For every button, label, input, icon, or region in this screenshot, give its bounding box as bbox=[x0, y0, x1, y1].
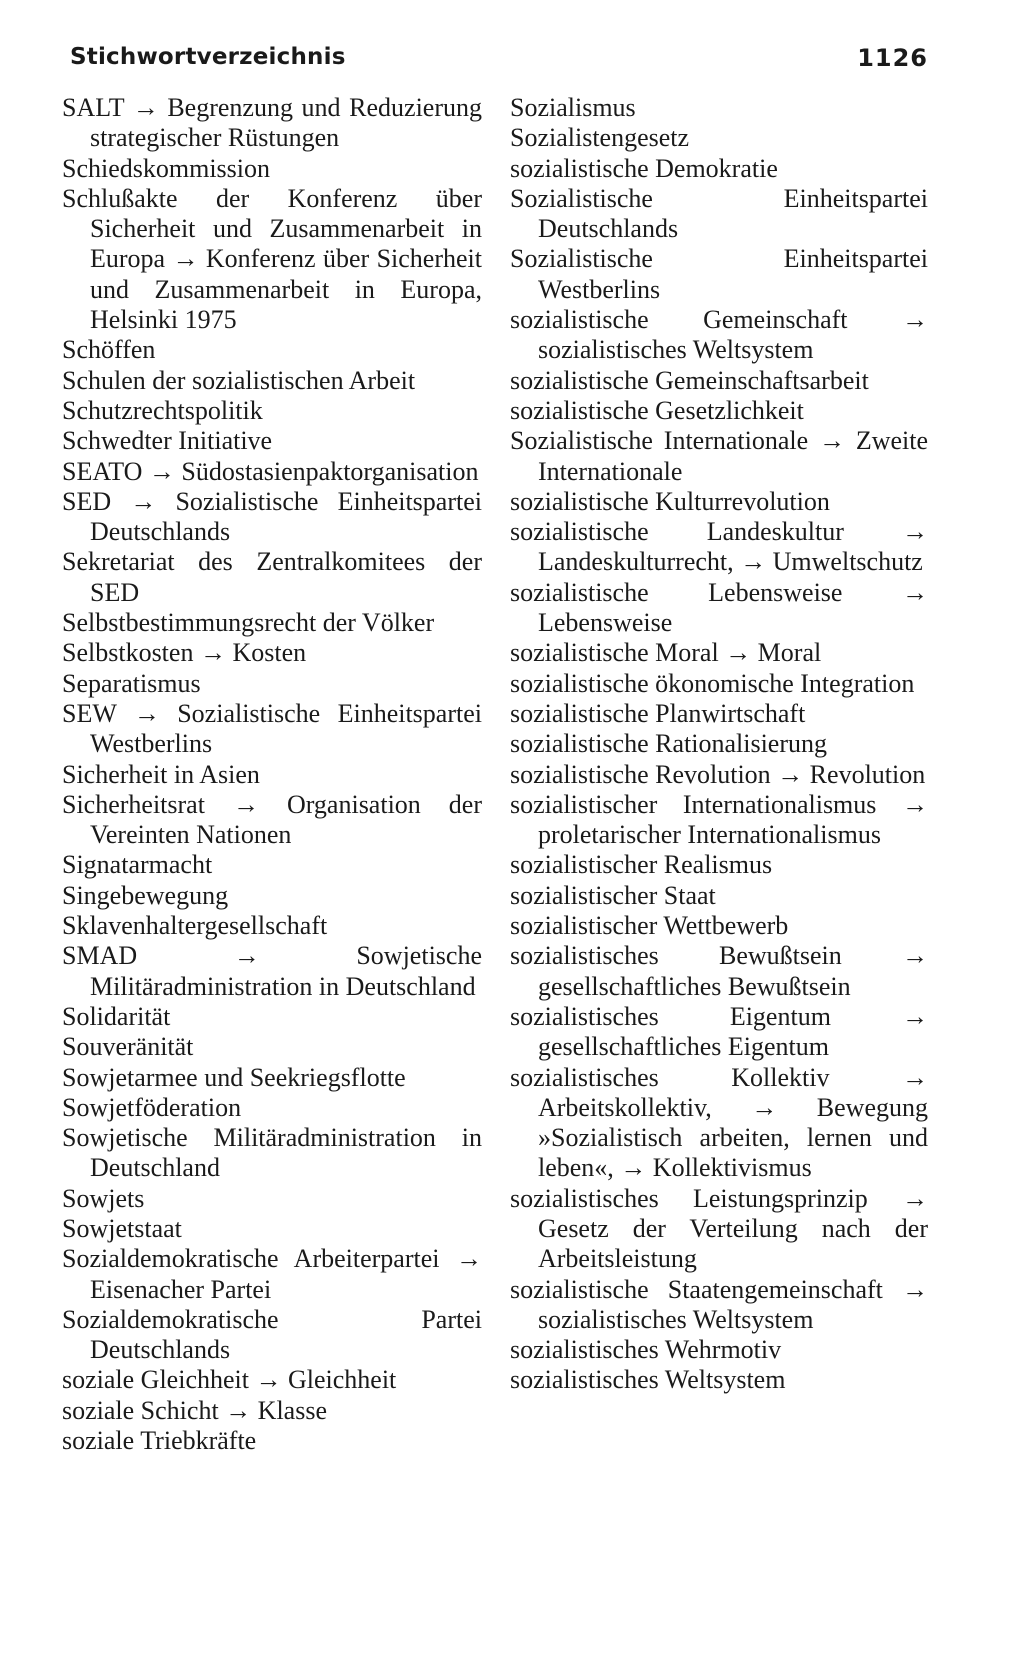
index-entry: Schiedskommission bbox=[62, 153, 271, 183]
index-entry: sozialistische Lebensweise → Lebensweise bbox=[510, 577, 928, 638]
index-entry: sozialistische Gemeinschaft → sozialistisches Weltsystem bbox=[510, 305, 928, 365]
index-entry: SEW → Sozialistische Einheitspartei Westberlins bbox=[62, 698, 482, 759]
left-index-column bbox=[62, 93, 482, 1456]
index-entry: Sozialistische Internationale → Zweite Internationale bbox=[510, 426, 928, 486]
index-entry: Sozialistische Einheitspartei Westberlins bbox=[510, 244, 928, 304]
index-entry: Signatarmacht bbox=[62, 850, 213, 880]
index-entry: SED → Sozialistische Einheitspartei Deutschlands bbox=[62, 486, 482, 547]
index-entry: sozialistisches Eigentum → gesellschaftliches Eigentum bbox=[510, 1001, 928, 1062]
index-entry: Schulen der sozialistischen Arbeit bbox=[62, 365, 416, 395]
page-title: Stichwortverzeichnis bbox=[70, 44, 346, 70]
index-entry: sozialistische Gemeinschaftsarbeit bbox=[510, 365, 869, 395]
index-entry: sozialistische Revolution → Revolution bbox=[510, 759, 926, 789]
index-entry: sozialistische Moral → Moral bbox=[510, 638, 822, 668]
index-entry: Sozialdemokratische Arbeiterpartei → Eisenacher Partei bbox=[62, 1244, 482, 1304]
index-entry: Sowjetstaat bbox=[62, 1213, 182, 1243]
index-entry: soziale Triebkräfte bbox=[62, 1426, 257, 1456]
index-entry: Sklavenhaltergesellschaft bbox=[62, 911, 328, 941]
index-entry: SEATO → Südostasienpaktorganisation bbox=[62, 456, 479, 486]
index-entry: Schöffen bbox=[62, 335, 156, 365]
index-entry: sozialistische Demokratie bbox=[510, 153, 778, 183]
index-entry: sozialistische Landeskultur → Landeskulturrecht, → Umweltschutz bbox=[510, 517, 928, 577]
page-header bbox=[70, 44, 928, 80]
index-entry: sozialistisches Kollektiv → Arbeitskollektiv, → Bewegung »Sozialistisch arbeiten, lernen und leben«, → Kollektivismus bbox=[510, 1062, 928, 1183]
index-entry: Sowjets bbox=[62, 1183, 145, 1213]
index-entry: soziale Schicht → Klasse bbox=[62, 1395, 327, 1425]
index-entry: sozialistischer Internationalismus → proletarischer Internationalismus bbox=[510, 789, 928, 850]
index-entry: Schwedter Initiative bbox=[62, 426, 273, 456]
index-entry: sozialistische Rationalisierung bbox=[510, 729, 827, 759]
index-entry: sozialistisches Bewußtsein → gesellschaftliches Bewußtsein bbox=[510, 941, 928, 1001]
index-entry: Sicherheit in Asien bbox=[62, 759, 260, 789]
index-entry: SMAD → Sowjetische Militäradministration in Deutschland bbox=[62, 941, 482, 1001]
index-entry: Sozialistische Einheitspartei Deutschlands bbox=[510, 183, 928, 244]
index-entry: sozialistisches Wehrmotiv bbox=[510, 1335, 782, 1365]
index-entry: sozialistische Kulturrevolution bbox=[510, 486, 830, 516]
index-entry: Sozialistengesetz bbox=[510, 123, 690, 153]
index-entry: sozialistische Planwirtschaft bbox=[510, 698, 806, 728]
index-entry: Selbstkosten → Kosten bbox=[62, 638, 307, 668]
index-entry: sozialistische Staatengemeinschaft → sozialistisches Weltsystem bbox=[510, 1274, 928, 1334]
index-entry: Schlußakte der Konferenz über Sicherheit und Zusammenarbeit in Europa → Konferenz über Sicherheit und Zusammenarbeit in Europa, Helsinki 1975 bbox=[62, 183, 482, 335]
index-entry: soziale Gleichheit → Gleichheit bbox=[62, 1365, 397, 1395]
index-entry: Sowjetföderation bbox=[62, 1092, 242, 1122]
index-entry: Sicherheitsrat → Organisation der Vereinten Nationen bbox=[62, 789, 482, 850]
index-entry: SALT → Begrenzung und Reduzierung strategischer Rüstungen bbox=[62, 93, 482, 153]
index-entry: Sowjetische Militäradministration in Deutschland bbox=[62, 1123, 482, 1183]
page-number: 1126 bbox=[857, 44, 928, 72]
index-entry: Separatismus bbox=[62, 668, 201, 698]
index-entry: Sowjetarmee und Seekriegsflotte bbox=[62, 1062, 406, 1092]
index-entry: sozialistische Gesetzlichkeit bbox=[510, 395, 804, 425]
index-entry: Souveränität bbox=[62, 1032, 194, 1062]
index-entry: sozialistische ökonomische Integration bbox=[510, 668, 915, 698]
index-entry: sozialistischer Wettbewerb bbox=[510, 911, 789, 941]
index-entry: sozialistischer Staat bbox=[510, 880, 716, 910]
index-entry: Sozialismus bbox=[510, 93, 636, 122]
index-entry: Solidarität bbox=[62, 1001, 171, 1031]
index-entry: Singebewegung bbox=[62, 880, 229, 910]
index-entry: sozialistischer Realismus bbox=[510, 850, 773, 880]
right-index-column bbox=[510, 93, 928, 1396]
index-entry: Selbstbestimmungsrecht der Völker bbox=[62, 608, 435, 638]
index-entry: Schutzrechtspolitik bbox=[62, 395, 263, 425]
index-entry: sozialistisches Weltsystem bbox=[510, 1365, 786, 1395]
index-entry: sozialistisches Leistungsprinzip → Gesetz der Verteilung nach der Arbeitsleistung bbox=[510, 1183, 928, 1274]
index-entry: Sozialdemokratische Partei Deutschlands bbox=[62, 1304, 482, 1365]
index-entry: Sekretariat des Zentralkomitees der SED bbox=[62, 547, 482, 607]
